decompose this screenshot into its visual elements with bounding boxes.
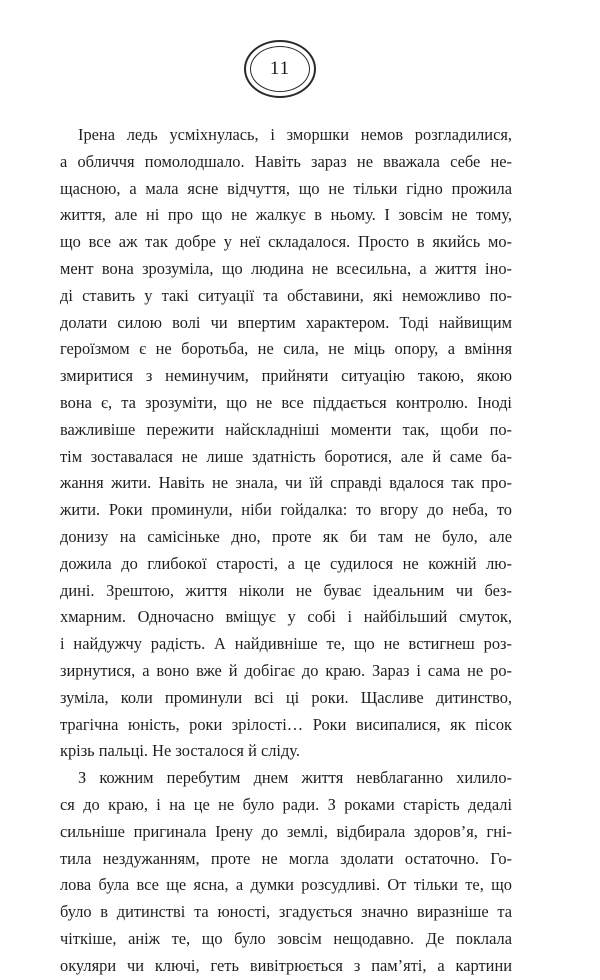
text-line: щасною, а мала ясне відчуття, що не тільки гідно прожила <box>60 178 512 198</box>
text-line: крізь пальці. Не зосталося й сліду. <box>60 741 300 761</box>
text-line: вона є, та зрозуміти, що не все піддається контролю. Іноді <box>60 392 512 412</box>
text-line: лова була все ще ясна, а думки розсудливі. От тільки те, що <box>60 875 512 895</box>
text-line: що все аж так добре у неї складалося. Просто в якийсь мо- <box>60 232 512 252</box>
text-line: Ірена ледь усміхнулась, і зморшки немов розгладилися, <box>78 125 512 144</box>
page-number: 11 <box>269 58 291 79</box>
text-line: дожила до глибокої старості, а це судилося не кожній лю- <box>60 553 512 573</box>
text-line: окуляри чи ключі, геть вивітрюється з пам’яті, а картини <box>60 955 512 975</box>
text-line: дині. Зрештою, життя ніколи не буває ідеальним чи без- <box>60 580 512 600</box>
text-line: ді ставить у такі ситуації та обставини, які неможливо по- <box>60 285 512 305</box>
text-line: хмарним. Одночасно вміщує у собі і найбільший смуток, <box>60 607 512 627</box>
text-line: було в дитинстві та юності, згадується значно виразніше та <box>60 902 512 922</box>
text-line: зуміла, коли проминули всі ці роки. Щасливе дитинство, <box>60 687 512 707</box>
text-line: чіткіше, аніж те, що було зовсім нещодавно. Де поклала <box>60 928 512 948</box>
text-line: життя, але ні про що не жалкує в ньому. І зовсім не тому, <box>60 205 512 225</box>
text-line: а обличчя помолодшало. Навіть зараз не вважала себе не- <box>60 151 512 171</box>
text-line: донизу на самісіньке дно, проте як би там не було, але <box>60 526 512 546</box>
text-line: З кожним перебутим днем життя невблаганно хилило- <box>78 768 512 788</box>
paragraph-1 <box>60 122 512 765</box>
text-line: змиритися з неминучим, прийняти ситуацію такою, якою <box>60 366 512 386</box>
text-line: жання жити. Навіть не знала, чи їй справді вдалося так про- <box>60 473 512 493</box>
text-line: важливіше пережити найскладніші моменти так, щоби по- <box>60 419 512 439</box>
text-line: зирнутися, а воно вже й добігає до краю. Зараз і сама не ро- <box>60 660 512 680</box>
text-line: і найдужчу радість. А найдивніше те, що не встигнеш роз- <box>60 634 512 654</box>
text-line: ся до краю, і на це не було ради. З роками старість дедалі <box>60 794 512 814</box>
text-line: жити. Роки проминули, ніби гойдалка: то вгору до неба, то <box>60 500 512 520</box>
paragraph-2 <box>60 765 512 979</box>
text-line: сильніше пригинала Ірену до землі, відбирала здоров’я, гні- <box>60 821 512 841</box>
text-line: героїзмом є не боротьба, не сила, не міць опору, а вміння <box>60 339 512 359</box>
text-line: долати силою волі чи впертим характером. Тоді найвищим <box>60 312 512 332</box>
text-line: трагічна юність, роки зрілості… Роки висипалися, як пісок <box>60 714 512 734</box>
text-line: тім зоставалася не лише здатність боротися, але й саме ба- <box>60 446 512 466</box>
page-number-badge <box>244 40 316 98</box>
text-body <box>60 122 512 980</box>
text-line: мент вона зрозуміла, що людина не всесильна, а життя іно- <box>60 258 512 278</box>
text-line: тила нездужанням, проте не могла здолати остаточно. Го- <box>60 848 512 868</box>
